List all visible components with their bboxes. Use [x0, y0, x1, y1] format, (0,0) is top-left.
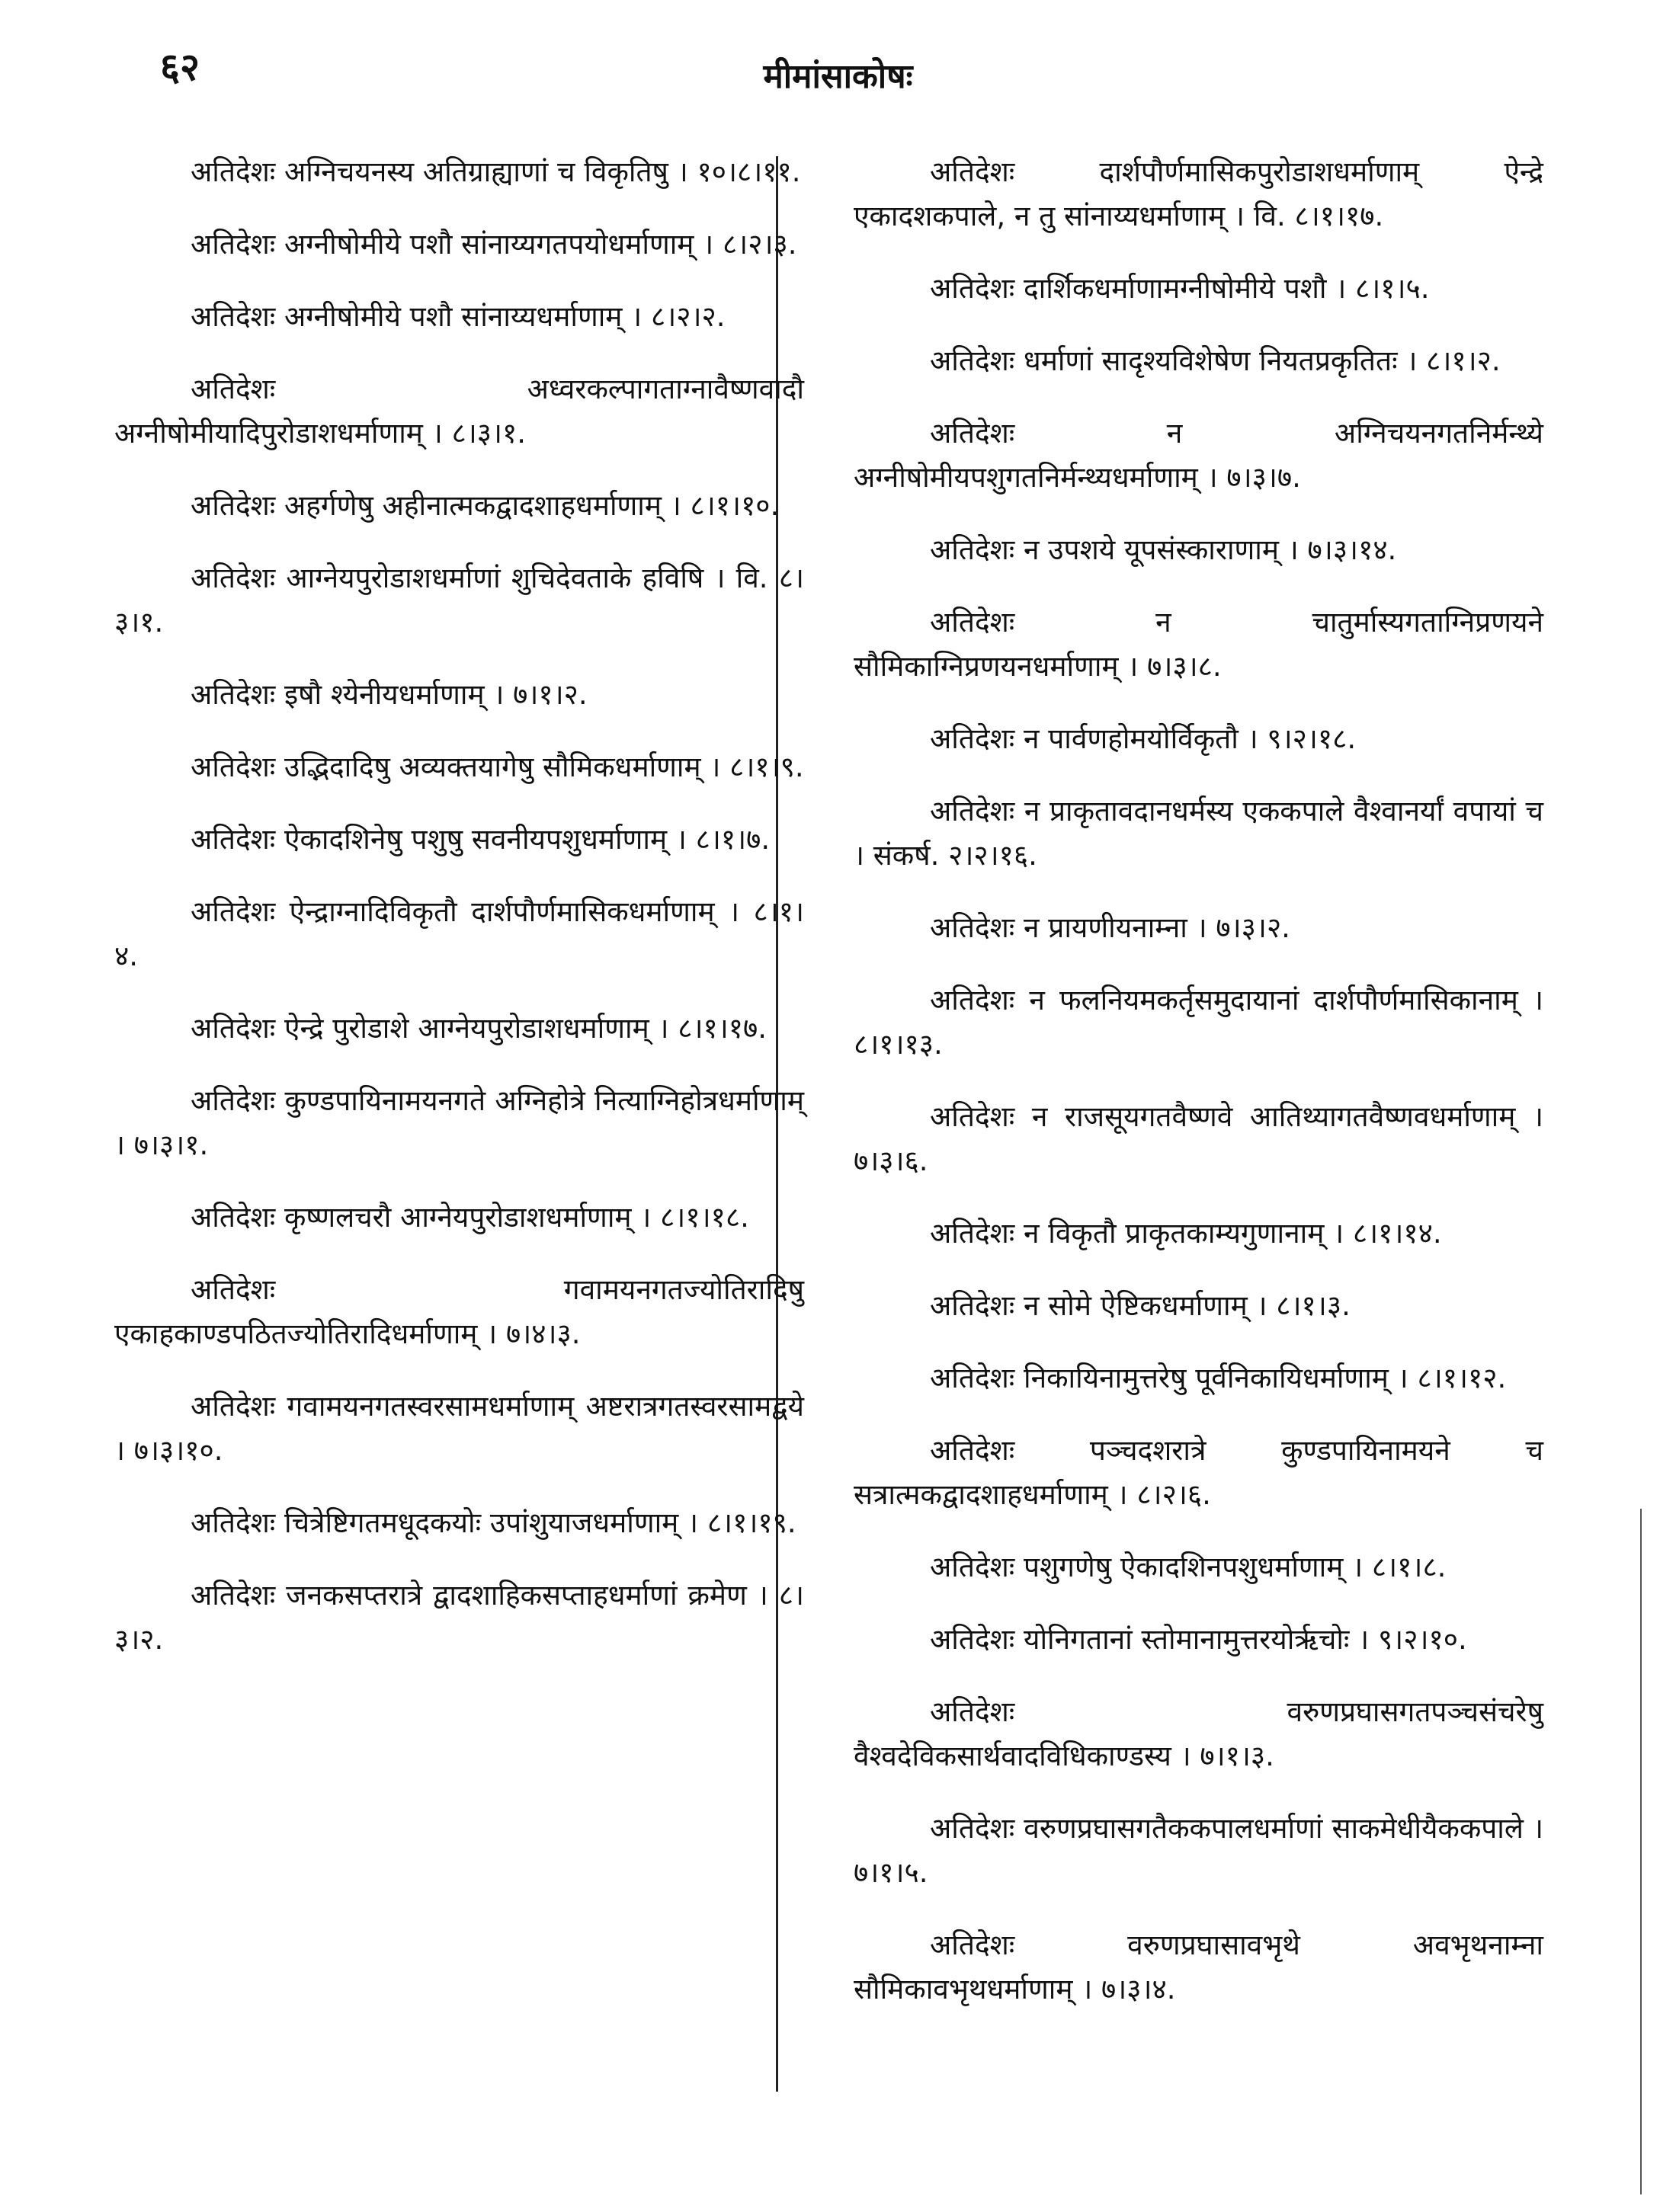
dictionary-entry: अतिदेशः गवामयनगतस्वरसामधर्माणाम् अष्टरात्रगतस्वरसामद्वये । ७।३।१०.: [114, 1390, 804, 1467]
dictionary-entry: अतिदेशः न फलनियमकर्तृसमुदायानां दार्शपौर्णमासिकानाम् । ८।१।१३.: [854, 984, 1543, 1061]
margin-line: [1640, 1509, 1642, 2194]
dictionary-entry: अतिदेशः ऐन्द्राग्नादिविकृतौ दार्शपौर्णमासिकधर्माणाम् । ८।१।४.: [114, 895, 804, 972]
dictionary-entry: अतिदेशः अग्नीषोमीये पशौ सांनाय्यधर्माणाम् । ८।२।२.: [191, 300, 726, 333]
dictionary-entry: अतिदेशः आग्नेयपुरोडाशधर्माणां शुचिदेवताके हविषि । वि. ८।३।१.: [114, 562, 804, 639]
dictionary-entry: अतिदेशः अग्नीषोमीये पशौ सांनाय्यगतपयोधर्माणाम् । ८।२।३.: [191, 228, 797, 261]
dictionary-entry: अतिदेशः पञ्चदशरात्रे कुण्डपायिनामयने च सत्रात्मकद्वादशाहधर्माणाम् । ८।२।६.: [854, 1434, 1543, 1511]
dictionary-entry: अतिदेशः ऐकादशिनेषु पशुषु सवनीयपशुधर्माणाम् । ८।१।७.: [191, 823, 771, 856]
right-column: [854, 122, 1543, 2018]
dictionary-entry: अतिदेशः धर्माणां सादृश्यविशेषेण नियतप्रकृतितः । ८।१।२.: [930, 344, 1501, 377]
dictionary-entry: अतिदेशः न विकृतौ प्राकृतकाम्यगुणानाम् । ८।१।१४.: [930, 1217, 1442, 1250]
dictionary-entry: अतिदेशः न प्रायणीयनाम्ना । ७।३।२.: [930, 911, 1290, 944]
dictionary-entry: अतिदेशः उद्भिदादिषु अव्यक्तयागेषु सौमिकधर्माणाम् । ८।१।९.: [191, 751, 804, 783]
dictionary-entry: अतिदेशः इषौ श्येनीयधर्माणाम् । ७।१।२.: [191, 678, 588, 711]
dictionary-entry: अतिदेशः अग्निचयनस्य अतिग्राह्याणां च विकृतिषु । १०।८।११.: [191, 155, 801, 188]
left-column: [114, 122, 804, 1676]
dictionary-entry: अतिदेशः ऐन्द्रे पुरोडाशे आग्नेयपुरोडाशधर्माणाम् । ८।१।१७.: [191, 1012, 767, 1045]
dictionary-entry: अतिदेशः न प्राकृतावदानधर्मस्य एककपाले वैश्वानर्यां वपायां च । संकर्ष. २।२।१६.: [854, 795, 1543, 872]
dictionary-entry: अतिदेशः न पार्वणहोमयोर्विकृतौ । ९।२।१८.: [930, 722, 1357, 755]
dictionary-entry: अतिदेशः गवामयनगतज्योतिरादिषु एकाहकाण्डपठितज्योतिरादिधर्माणाम् । ७।४।३.: [114, 1273, 804, 1350]
dictionary-entry: अतिदेशः न राजसूयगतवैष्णवे आतिथ्यागतवैष्णवधर्माणाम् । ७।३।६.: [854, 1100, 1543, 1177]
dictionary-entry: अतिदेशः न चातुर्मास्यगताग्निप्रणयने सौमिकाग्निप्रणयनधर्माणाम् । ७।३।८.: [854, 606, 1543, 683]
dictionary-entry: अतिदेशः कुण्डपायिनामयनगते अग्निहोत्रे नित्याग्निहोत्रधर्माणाम् । ७।३।१.: [114, 1084, 804, 1161]
dictionary-entry: अतिदेशः न अग्निचयनगतनिर्मन्थ्ये अग्नीषोमीयपशुगतनिर्मन्थ्यधर्माणाम् । ७।३।७.: [854, 417, 1543, 494]
page-number: ६२: [160, 45, 200, 89]
dictionary-entry: अतिदेशः चित्रेष्टिगतमधूदकयोः उपांशुयाजधर्माणाम् । ८।१।१९.: [191, 1506, 796, 1539]
dictionary-entry: अतिदेशः न उपशये यूपसंस्काराणाम् । ७।३।१४.: [930, 533, 1397, 566]
dictionary-entry: अतिदेशः अहर्गणेषु अहीनात्मकद्वादशाहधर्माणाम् । ८।१।१०.: [191, 489, 780, 522]
dictionary-entry: अतिदेशः निकायिनामुत्तरेषु पूर्वनिकायिधर्माणाम् । ८।१।१२.: [930, 1362, 1507, 1394]
dictionary-entry: अतिदेशः दार्शिकधर्माणामग्नीषोमीये पशौ । ८।१।५.: [930, 272, 1430, 305]
dictionary-entry: अतिदेशः वरुणप्रघासावभृथे अवभृथनाम्ना सौमिकावभृथधर्माणाम् । ७।३।४.: [854, 1929, 1543, 2006]
dictionary-entry: अतिदेशः वरुणप्रघासगतैककपालधर्माणां साकमेधीयैककपाले । ७।१।५.: [854, 1812, 1543, 1889]
page-title: मीमांसाकोषः: [763, 57, 913, 96]
dictionary-entry: अतिदेशः जनकसप्तरात्रे द्वादशाहिकसप्ताहधर्माणां क्रमेण । ८।३।२.: [114, 1579, 804, 1656]
dictionary-entry: अतिदेशः दार्शपौर्णमासिकपुरोडाशधर्माणाम् ऐन्द्रे एकादशकपाले, न तु सांनाय्यधर्माणाम् । वि. ८।१।१७.: [854, 155, 1543, 232]
dictionary-entry: अतिदेशः न सोमे ऐष्टिकधर्माणाम् । ८।१।३.: [930, 1289, 1351, 1322]
dictionary-entry: अतिदेशः अध्वरकल्पागताग्नावैष्णवादौ अग्नीषोमीयादिपुरोडाशधर्माणाम् । ८।३।१.: [114, 373, 804, 450]
dictionary-entry: अतिदेशः वरुणप्रघासगतपञ्चसंचरेषु वैश्वदेविकसार्थवादविधिकाण्डस्य । ७।१।३.: [854, 1695, 1543, 1772]
dictionary-entry: अतिदेशः कृष्णलचरौ आग्नेयपुरोडाशधर्माणाम् । ८।१।१८.: [191, 1201, 749, 1234]
dictionary-entry: अतिदेशः योनिगतानां स्तोमानामुत्तरयोर्ऋचोः । ९।२।१०.: [930, 1623, 1467, 1656]
dictionary-entry: अतिदेशः पशुगणेषु ऐकादशिनपशुधर्माणाम् । ८।१।८.: [930, 1551, 1447, 1583]
